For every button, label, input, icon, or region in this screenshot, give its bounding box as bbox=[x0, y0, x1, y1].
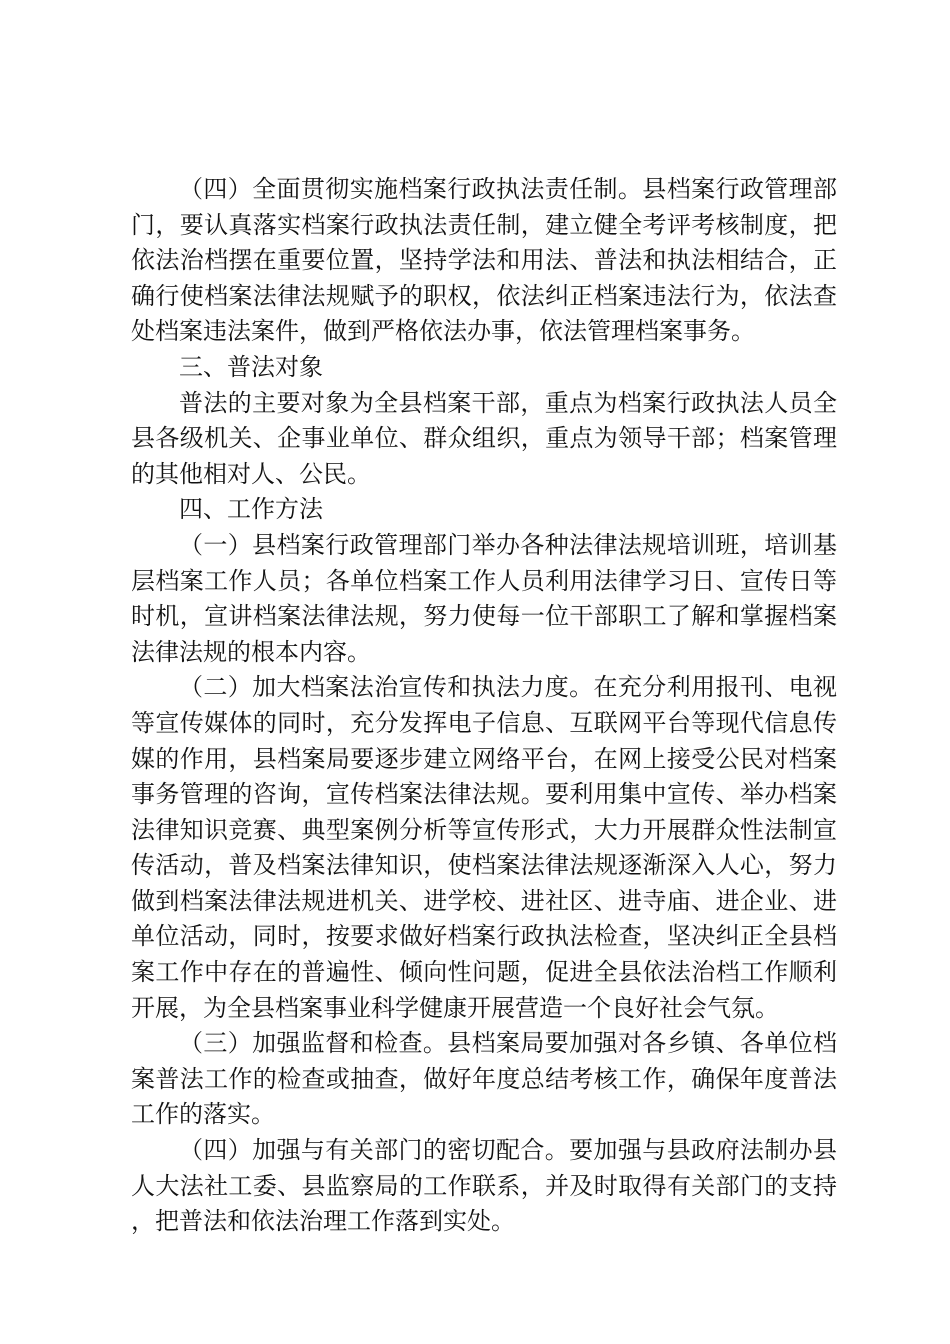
paragraph-publicity: （二）加大档案法治宣传和执法力度。在充分利用报刊、电视等宣传媒体的同时，充分发挥电子信息、互联网平台等现代信息传媒的作用，县档案局要逐步建立网络平台，在网上接受公民对档案事务管理的咨询，宣传档案法律法规。要利用集中宣传、举办档案法律知识竞赛、典型案例分析等宣传形式，大力开展群众性法制宣传活动，普及档案法律知识，使档案法律法规逐渐深入人心，努力做到档案法律法规进机关、进学校、进社区、进寺庙、进企业、进单位活动，同时，按要求做好档案行政执法检查，坚决纠正全县档案工作中存在的普遍性、倾向性问题，促进全县依法治档工作顺利开展，为全县档案事业科学健康开展营造一个良好社会气氛。 bbox=[131, 673, 837, 1022]
heading-work-methods: 四、工作方法 bbox=[179, 495, 323, 524]
document-body bbox=[131, 172, 837, 1240]
paragraph-training: （一）县档案行政管理部门举办各种法律法规培训班，培训基层档案工作人员；各单位档案工作人员利用法律学习日、宣传日等时机，宣讲档案法律法规，努力使每一位干部职工了解和掌握档案法律法规的根本内容。 bbox=[131, 530, 837, 666]
paragraph-cooperation: （四）加强与有关部门的密切配合。要加强与县政府法制办县人大法社工委、县监察局的工作联系，并及时取得有关部门的支持，把普法和依法治理工作落到实处。 bbox=[131, 1136, 837, 1236]
paragraph-target-audience: 普法的主要对象为全县档案干部，重点为档案行政执法人员全县各级机关、企事业单位、群众组织，重点为领导干部；档案管理的其他相对人、公民。 bbox=[131, 388, 837, 488]
paragraph-supervision: （三）加强监督和检查。县档案局要加强对各乡镇、各单位档案普法工作的检查或抽查，做好年度总结考核工作，确保年度普法工作的落实。 bbox=[131, 1029, 837, 1129]
paragraph-responsibility-system: （四）全面贯彻实施档案行政执法责任制。县档案行政管理部门，要认真落实档案行政执法责任制，建立健全考评考核制度，把依法治档摆在重要位置，坚持学法和用法、普法和执法相结合，正确行使档案法律法规赋予的职权，依法纠正档案违法行为，依法查处档案违法案件，做到严格依法办事，依法管理档案事务。 bbox=[131, 175, 837, 346]
heading-target-audience: 三、普法对象 bbox=[179, 352, 323, 381]
